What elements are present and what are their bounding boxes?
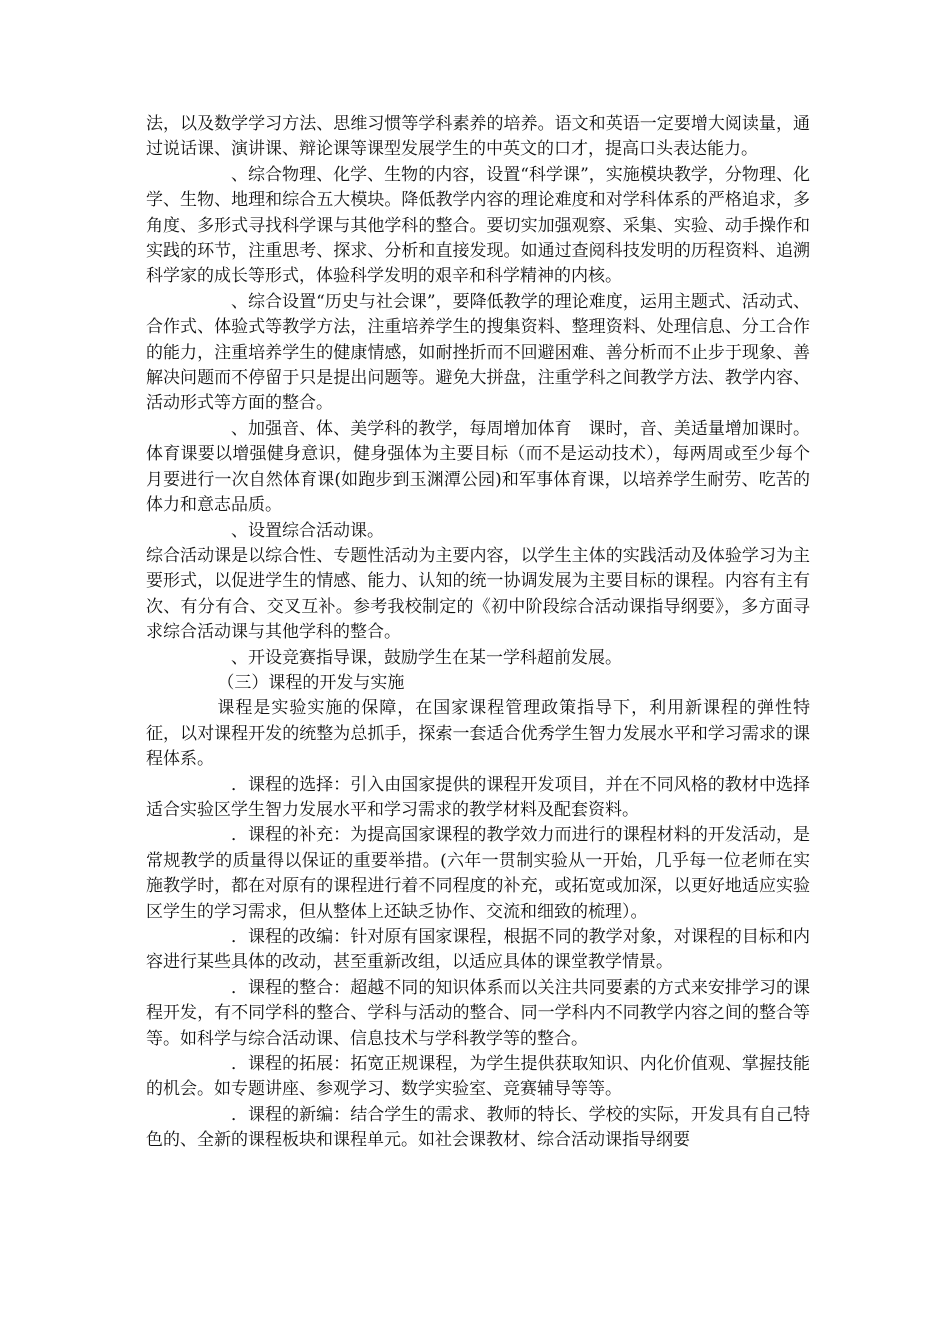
document-body [146, 112, 810, 1154]
paragraph-selection: ．课程的选择：引入由国家提供的课程开发项目，并在不同风格的教材中选择适合实验区学生智力发展水平和学习需求的教学材料及配套资料。 [146, 774, 810, 820]
section-heading: （三）课程的开发与实施 [217, 672, 405, 693]
paragraph-science: 、综合物理、化学、生物的内容，设置“科学课”，实施模块教学，分物理、化学、生物、地理和综合五大模块。降低教学内容的理论难度和对学科体系的严格追求，多角度、多形式寻找科学课与其他学科的整合。要切实加强观察、采集、实验、动手操作和实践的环节，注重思考、探求、分析和直接发现。如通过查阅科技发明的历程资料、追溯科学家的成长等形式，体验科学发明的艰辛和科学精神的内核。 [146, 164, 810, 287]
paragraph-activity-heading: 、设置综合活动课。 [231, 520, 384, 541]
paragraph-curriculum-intro: 课程是实验实施的保障，在国家课程管理政策指导下，利用新课程的弹性特征，以对课程开发的统整为总抓手，探索一套适合优秀学生智力发展水平和学习需求的课程体系。 [146, 698, 810, 770]
paragraph-adaptation: ．课程的改编：针对原有国家课程，根据不同的教学对象，对课程的目标和内容进行某些具体的改动，甚至重新改组，以适应具体的课堂教学情景。 [146, 927, 810, 973]
paragraph-extension: ．课程的拓展：拓宽正规课程，为学生提供获取知识、内化价值观、掌握技能的机会。如专题讲座、参观学习、数学实验室、竞赛辅导等等。 [146, 1054, 810, 1100]
paragraph-activity-body: 综合活动课是以综合性、专题性活动为主要内容，以学生主体的实践活动及体验学习为主要形式，以促进学生的情感、能力、认知的统一协调发展为主要目标的课程。内容有主有次、有分有合、交叉互补。参考我校制定的《初中阶段综合活动课指导纲要》，多方面寻求综合活动课与其他学科的整合。 [146, 545, 810, 643]
paragraph-arts-sports: 、加强音、体、美学科的教学，每周增加体育 课时，音、美适量增加课时。体育课要以增强健身意识，健身强体为主要目标（而不是运动技术），每两周或至少每个月要进行一次自然体育课(如跑步到玉渊潭公园)和军事体育课，以培养学生耐劳、吃苦的体力和意志品质。 [146, 418, 810, 516]
paragraph-new-compilation: ．课程的新编：结合学生的需求、教师的特长、学校的实际，开发具有自己特色的、全新的课程板块和课程单元。如社会课教材、综合活动课指导纲要 [146, 1104, 810, 1151]
paragraph-supplement: ．课程的补充：为提高国家课程的教学效力而进行的课程材料的开发活动，是常规教学的质量得以保证的重要举措。(六年一贯制实验从一开始，几乎每一位老师在实施教学时，都在对原有的课程进行着不同程度的补充，或拓宽或加深，以更好地适应实验区学生的学习需求，但从整体上还缺乏协作、交流和细致的梳理）。 [146, 825, 810, 922]
paragraph-integration: ．课程的整合：超越不同的知识体系而以关注共同要素的方式来安排学习的课程开发，有不同学科的整合、学科与活动的整合、同一学科内不同教学内容之间的整合等等。如科学与综合活动课、信息技术与学科教学等的整合。 [146, 977, 810, 1049]
paragraph-competition: 、开设竞赛指导课，鼓励学生在某一学科超前发展。 [231, 647, 622, 668]
paragraph-1: 法，以及数学学习方法、思维习惯等学科素养的培养。语文和英语一定要增大阅读量，通过说话课、演讲课、辩论课等课型发展学生的中英文的口才，提高口头表达能力。 [146, 114, 810, 160]
paragraph-history-society: 、综合设置“历史与社会课”，要降低教学的理论难度，运用主题式、活动式、合作式、体验式等教学方法，注重培养学生的搜集资料、整理资料、处理信息、分工合作的能力，注重培养学生的健康情感，如耐挫折而不回避困难、善分析而不止步于现象、善解决问题而不停留于只是提出问题等。避免大拼盘，注重学科之间教学方法、教学内容、活动形式等方面的整合。 [146, 291, 810, 414]
